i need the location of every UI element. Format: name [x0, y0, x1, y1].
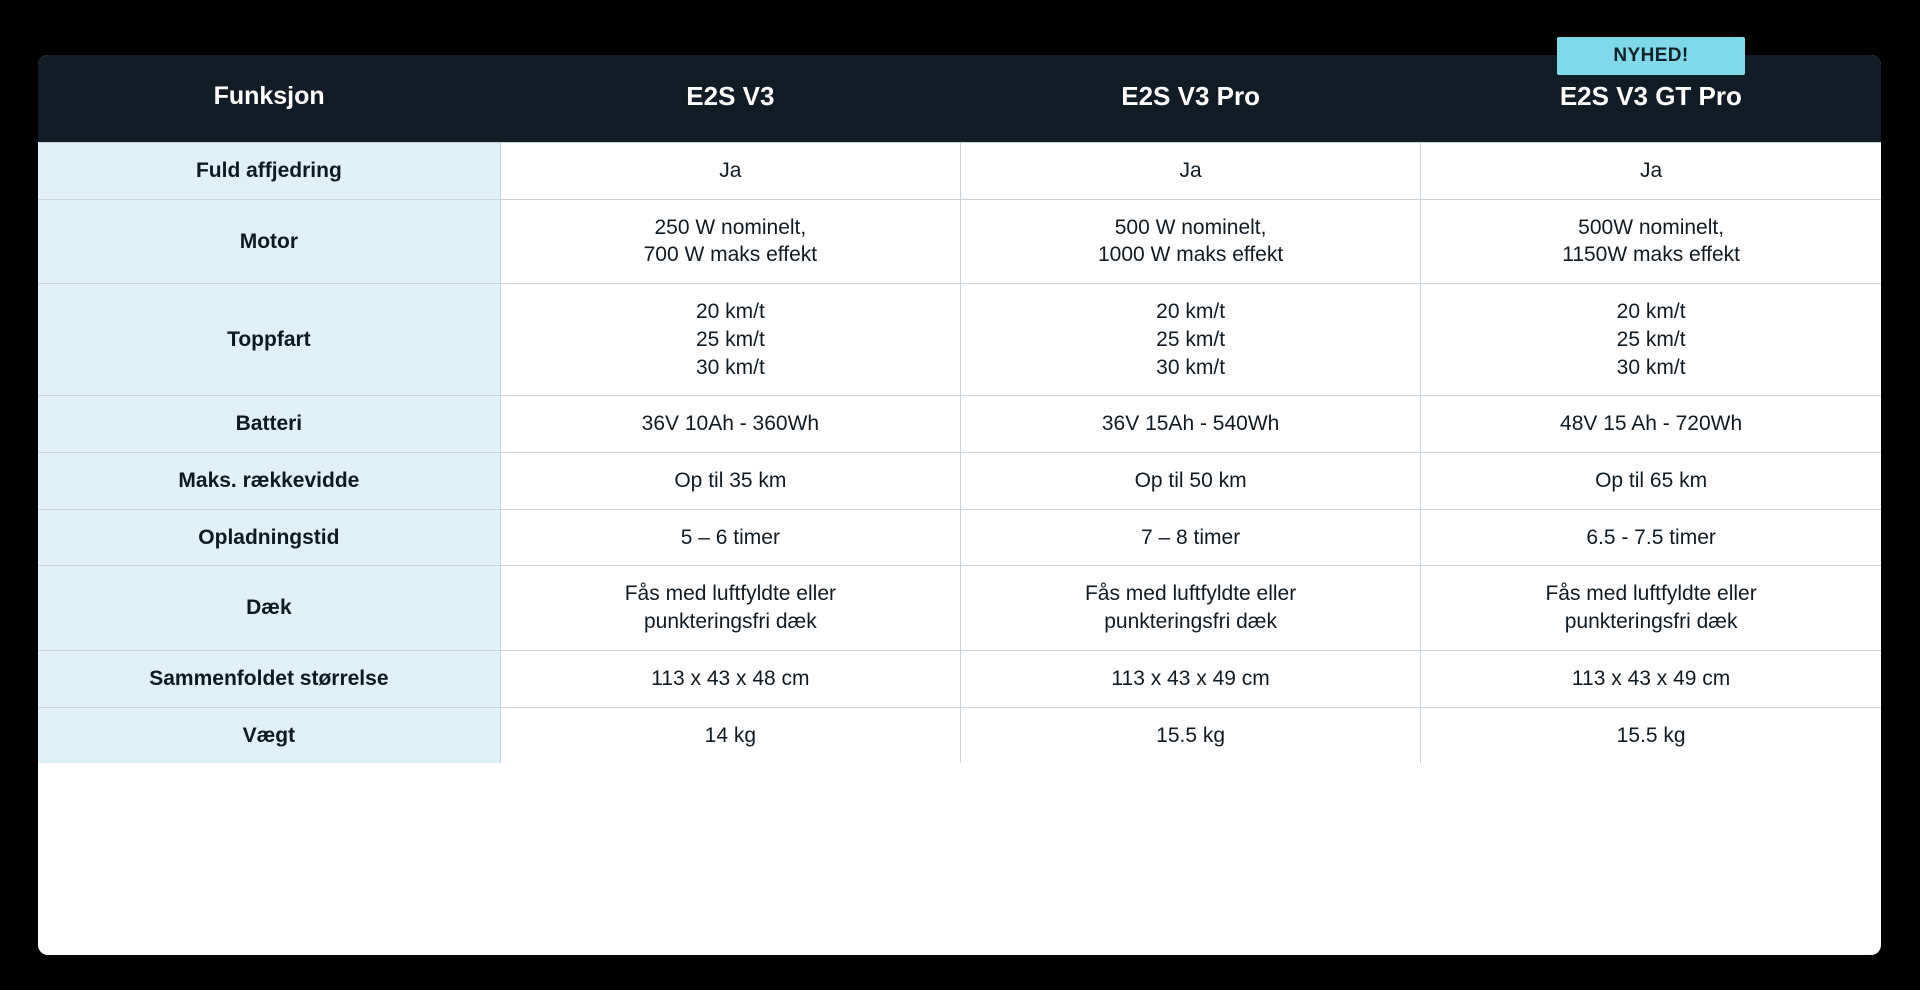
- table-cell: [500, 566, 960, 650]
- cell-line: 700 W maks effekt: [643, 243, 818, 267]
- table-cell: [500, 509, 960, 566]
- cell-line: 20 km/t: [695, 300, 765, 324]
- cell-line: 30 km/t: [1616, 355, 1686, 379]
- table-row: [38, 707, 1881, 763]
- table-cell: [960, 707, 1420, 763]
- row-label: Dæk: [38, 566, 500, 650]
- cell-line: 500 W nominelt,: [1114, 215, 1267, 239]
- cell-line: 15.5 kg: [1156, 723, 1226, 747]
- cell-line: 48V 15 Ah - 720Wh: [1560, 412, 1743, 436]
- comparison-table-container: [38, 55, 1881, 955]
- cell-line: 113 x 43 x 49 cm: [1111, 666, 1270, 690]
- table-row: [38, 650, 1881, 707]
- table-cell: [500, 396, 960, 453]
- cell-line: 14 kg: [704, 723, 757, 747]
- cell-line: punkteringsfri dæk: [643, 610, 817, 634]
- row-label: Batteri: [38, 396, 500, 453]
- table-cell: [960, 284, 1420, 396]
- table-cell: [960, 509, 1420, 566]
- cell-line: 30 km/t: [1156, 355, 1226, 379]
- table-cell: [1421, 509, 1881, 566]
- row-label: Fuld affjedring: [38, 143, 500, 200]
- cell-line: 113 x 43 x 48 cm: [651, 666, 810, 690]
- cell-line: 36V 10Ah - 360Wh: [641, 412, 820, 436]
- table-cell: [1421, 707, 1881, 763]
- cell-line: 15.5 kg: [1616, 723, 1686, 747]
- table-cell: [1421, 650, 1881, 707]
- table-cell: [500, 453, 960, 510]
- table-row: [38, 284, 1881, 396]
- status-badge: NYHED!: [1557, 37, 1745, 75]
- cell-line: 1150W maks effekt: [1562, 243, 1741, 267]
- table-cell: [960, 143, 1420, 200]
- cell-line: punkteringsfri dæk: [1104, 610, 1277, 634]
- row-label: Toppfart: [38, 284, 500, 396]
- cell-line: punkteringsfri dæk: [1564, 610, 1738, 634]
- cell-line: 25 km/t: [695, 327, 765, 351]
- column-header-model-3: E2S V3 GT Pro: [1559, 81, 1742, 111]
- cell-line: 20 km/t: [1156, 300, 1226, 324]
- table-cell: [1421, 284, 1881, 396]
- table-cell: [960, 199, 1420, 283]
- cell-line: 36V 15Ah - 540Wh: [1101, 412, 1280, 436]
- table-body: [38, 143, 1881, 764]
- table-row: [38, 453, 1881, 510]
- cell-line: 6.5 - 7.5 timer: [1586, 525, 1716, 549]
- cell-line: Op til 35 km: [674, 469, 787, 493]
- table-cell: [960, 396, 1420, 453]
- cell-line: 500W nominelt,: [1578, 215, 1725, 239]
- table-cell: [1421, 199, 1881, 283]
- cell-line: 30 km/t: [695, 355, 765, 379]
- cell-line: Op til 65 km: [1595, 469, 1708, 493]
- column-header-model-1: E2S V3: [686, 81, 775, 111]
- row-label: Motor: [38, 199, 500, 283]
- cell-line: 1000 W maks effekt: [1098, 243, 1284, 267]
- table-row: [38, 143, 1881, 200]
- cell-line: 25 km/t: [1616, 327, 1686, 351]
- cell-line: 250 W nominelt,: [654, 215, 807, 239]
- table-cell: [500, 707, 960, 763]
- cell-line: Ja: [1179, 159, 1202, 182]
- cell-line: Ja: [719, 159, 742, 182]
- column-header-feature: Funksjon: [213, 82, 325, 110]
- table-cell: [1421, 566, 1881, 650]
- row-label: Sammenfoldet størrelse: [38, 650, 500, 707]
- cell-line: Fås med luftfyldte eller: [1084, 582, 1297, 606]
- table-cell: [500, 143, 960, 200]
- cell-line: Fås med luftfyldte eller: [1545, 582, 1757, 606]
- table-row: [38, 509, 1881, 566]
- table-cell: [1421, 143, 1881, 200]
- cell-line: 25 km/t: [1156, 327, 1226, 351]
- table-cell: [1421, 396, 1881, 453]
- table-cell: [1421, 453, 1881, 510]
- cell-line: 7 – 8 timer: [1140, 525, 1241, 549]
- table-cell: [960, 650, 1420, 707]
- row-label: Maks. rækkevidde: [38, 453, 500, 510]
- table-cell: [960, 566, 1420, 650]
- table-cell: [960, 453, 1420, 510]
- cell-line: 5 – 6 timer: [680, 525, 780, 549]
- table-cell: [500, 284, 960, 396]
- table-cell: [500, 650, 960, 707]
- row-label: Opladningstid: [38, 509, 500, 566]
- table-cell: [500, 199, 960, 283]
- cell-line: Fås med luftfyldte eller: [624, 582, 836, 606]
- cell-line: Ja: [1640, 159, 1663, 182]
- cell-line: 20 km/t: [1616, 300, 1686, 324]
- table-row: [38, 566, 1881, 650]
- table-row: [38, 396, 1881, 453]
- cell-line: Op til 50 km: [1134, 469, 1247, 493]
- comparison-table: [38, 55, 1881, 763]
- row-label: Vægt: [38, 707, 500, 763]
- cell-line: 113 x 43 x 49 cm: [1571, 666, 1731, 690]
- table-row: [38, 199, 1881, 283]
- column-header-model-2: E2S V3 Pro: [1121, 81, 1260, 111]
